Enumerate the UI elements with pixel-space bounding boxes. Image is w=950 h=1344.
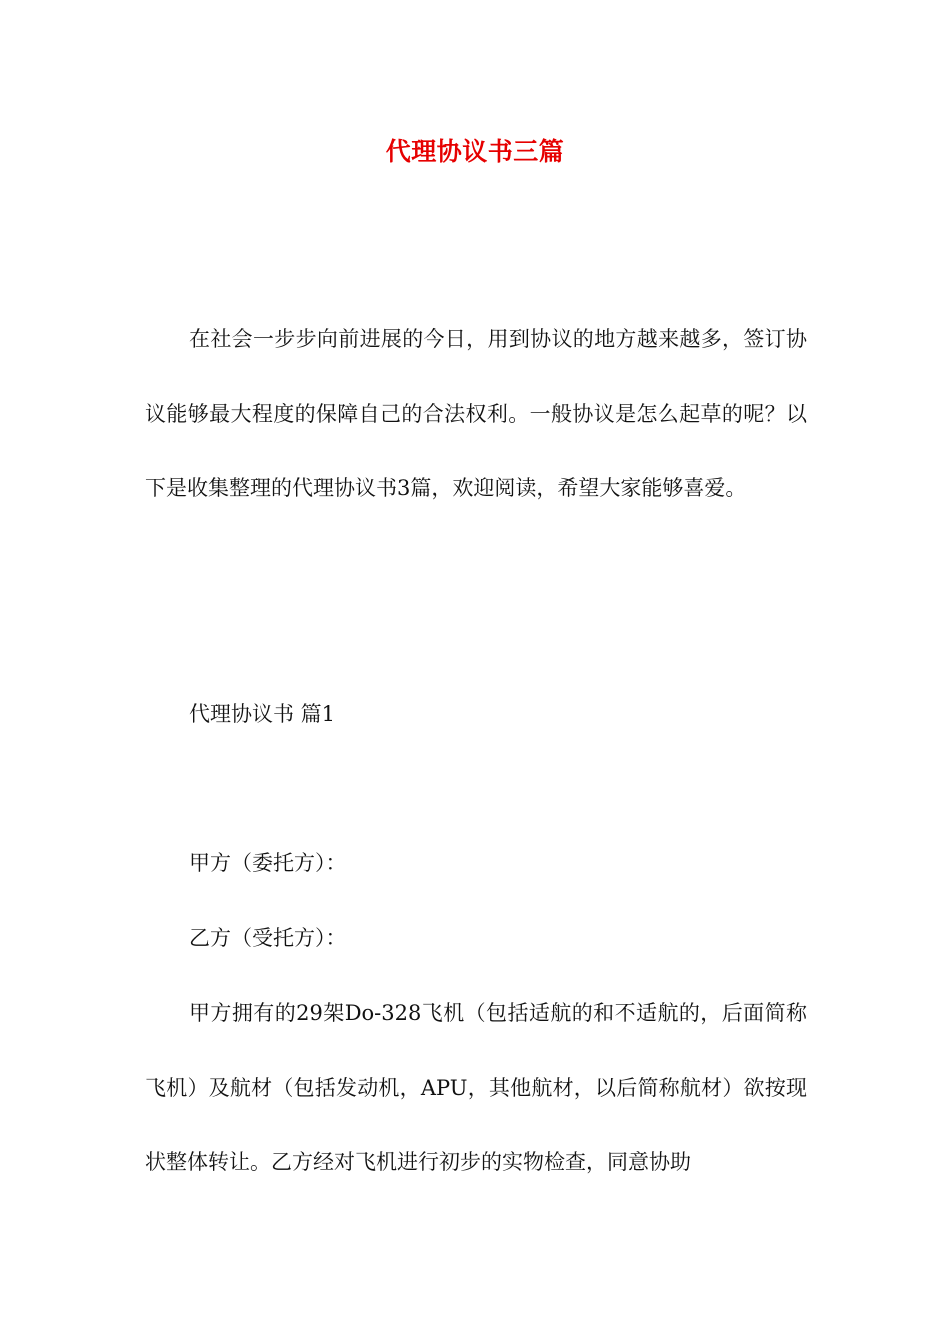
- section-heading: 代理协议书 篇1: [189, 702, 336, 726]
- intro-paragraph: 在社会一步步向前进展的今日，用到协议的地方越来越多，签订协议能够最大程度的保障自己的合法权利。一般协议是怎么起草的呢？以下是收集整理的代理协议书3篇，欢迎阅读，希望大家能够喜爱。: [145, 327, 807, 500]
- party-a-label: 甲方（委托方）：: [189, 851, 347, 875]
- party-b-label: 乙方（受托方）：: [189, 926, 347, 950]
- document-title: 代理协议书三篇: [385, 137, 565, 166]
- body-paragraph: 甲方拥有的29架Do-328飞机（包括适航的和不适航的，后面简称飞机）及航材（包括发动机，APU，其他航材，以后简称航材）欲按现状整体转让。乙方经对飞机进行初步的实物检查，同意协助: [145, 1001, 807, 1174]
